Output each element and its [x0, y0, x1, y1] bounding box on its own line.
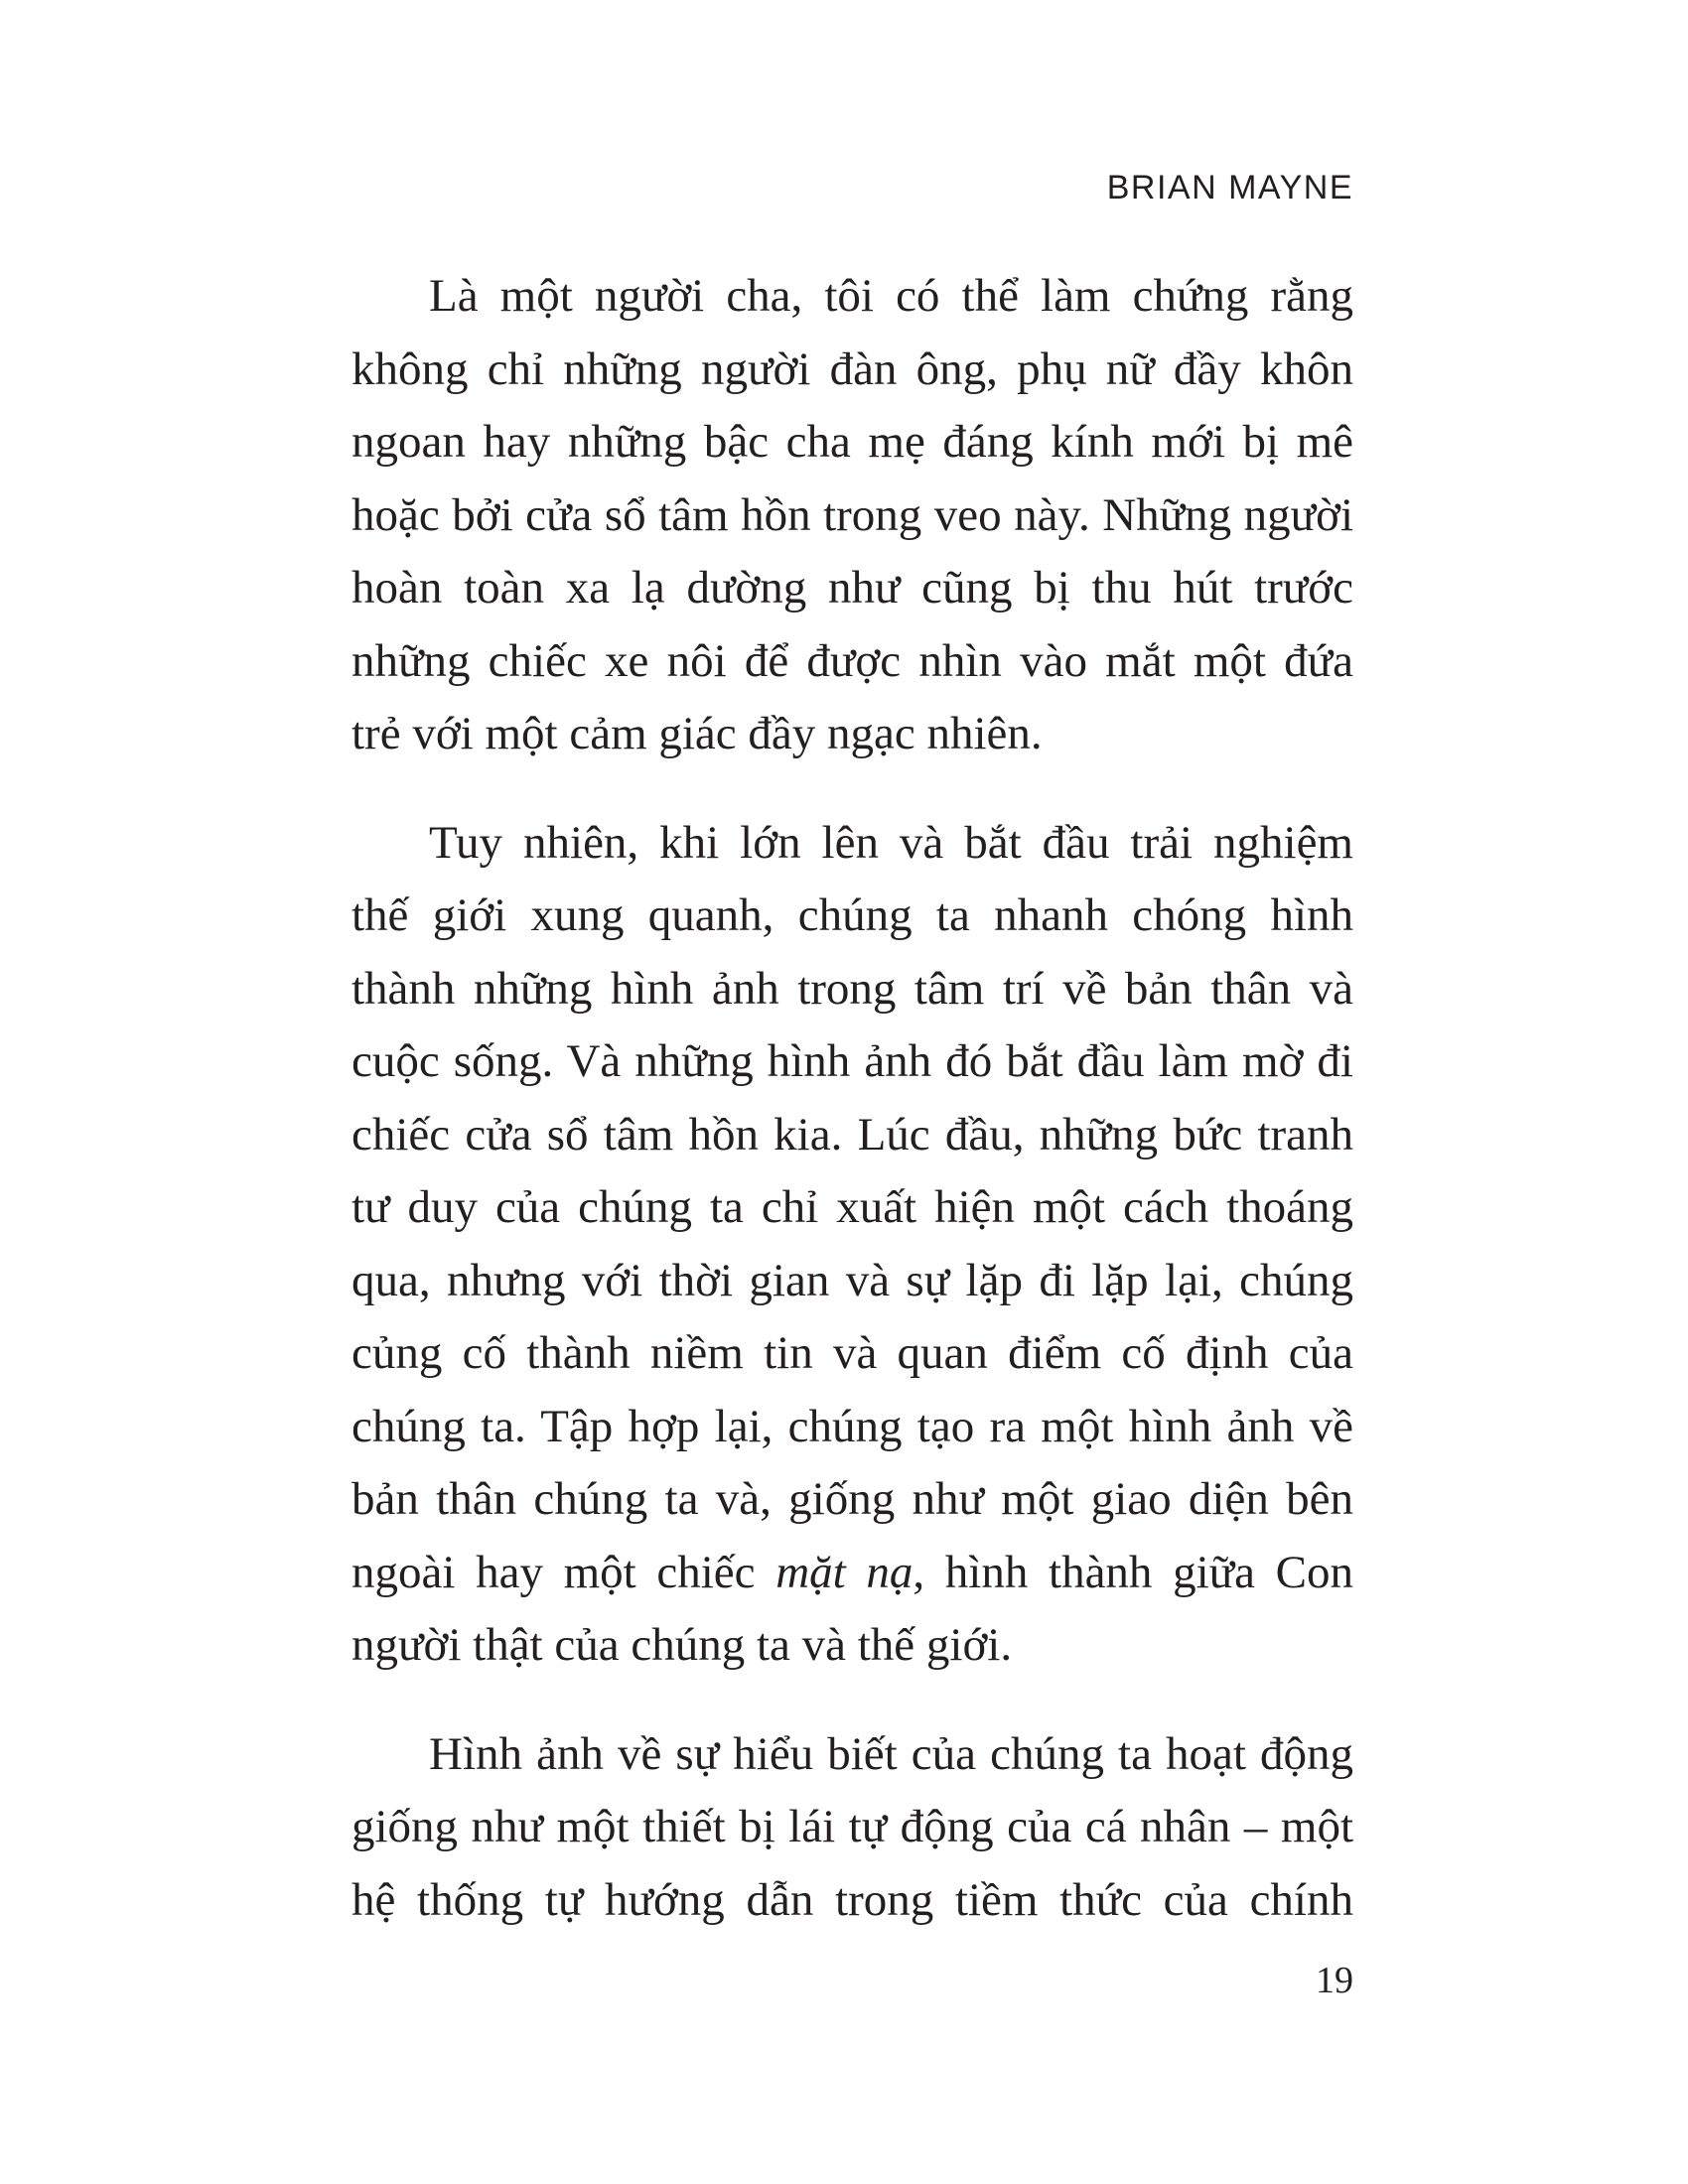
paragraph-1: [352, 260, 1353, 771]
text-line: hệ thống tự hướng dẫn trong tiềm thức của chính: [352, 1873, 1353, 1926]
text-line: tư duy của chúng ta chỉ xuất hiện một cách thoáng: [352, 1181, 1353, 1233]
text-line: những chiếc xe nôi để được nhìn vào mắt một đứa: [352, 634, 1353, 687]
italic-term: mặt nạ: [775, 1546, 914, 1598]
text-line: chiếc cửa sổ tâm hồn kia. Lúc đầu, những bức tranh: [352, 1108, 1353, 1160]
text-line: qua, nhưng với thời gian và sự lặp đi lặp lại, chúng: [352, 1254, 1353, 1306]
text-line: cuộc sống. Và những hình ảnh đó bắt đầu làm mờ đi: [352, 1035, 1353, 1087]
text-line: ngoan hay những bậc cha mẹ đáng kính mới bị mê: [352, 416, 1353, 468]
paragraph-3: [352, 1718, 1353, 1938]
text-segment: ngoài hay một chiếc: [352, 1546, 776, 1598]
text-line: người thật của chúng ta và thế giới.: [352, 1619, 1013, 1671]
text-line: trẻ với một cảm giác đầy ngạc nhiên.: [352, 708, 1043, 759]
paragraph-2: [352, 807, 1353, 1683]
text-line: hoàn toàn xa lạ dường như cũng bị thu hút trước: [352, 562, 1353, 614]
running-header-author: BRIAN MAYNE: [1106, 169, 1353, 206]
page-body: [352, 260, 1353, 1937]
text-segment: , hình thành giữa Con: [913, 1546, 1354, 1598]
text-line: hoặc bởi cửa sổ tâm hồn trong veo này. Những người: [352, 488, 1353, 541]
text-line: giống như một thiết bị lái tự động của cá nhân – một: [352, 1801, 1353, 1852]
text-line: Tuy nhiên, khi lớn lên và bắt đầu trải nghiệm: [429, 816, 1353, 869]
text-line: bản thân chúng ta và, giống như một giao diện bên: [352, 1473, 1353, 1525]
text-line: Là một người cha, tôi có thể làm chứng rằng: [429, 270, 1353, 322]
page-number: 19: [1316, 1960, 1353, 2001]
text-line: chúng ta. Tập hợp lại, chúng tạo ra một hình ảnh về: [352, 1400, 1353, 1452]
text-line: củng cố thành niềm tin và quan điểm cố định của: [352, 1327, 1353, 1379]
text-line: thế giới xung quanh, chúng ta nhanh chóng hình: [352, 889, 1353, 941]
text-line-with-italic: [352, 1537, 1353, 1610]
text-line: không chỉ những người đàn ông, phụ nữ đầy khôn: [352, 342, 1353, 395]
text-line: thành những hình ảnh trong tâm trí về bản thân và: [352, 962, 1353, 1015]
text-line: Hình ảnh về sự hiểu biết của chúng ta hoạt động: [429, 1727, 1353, 1780]
